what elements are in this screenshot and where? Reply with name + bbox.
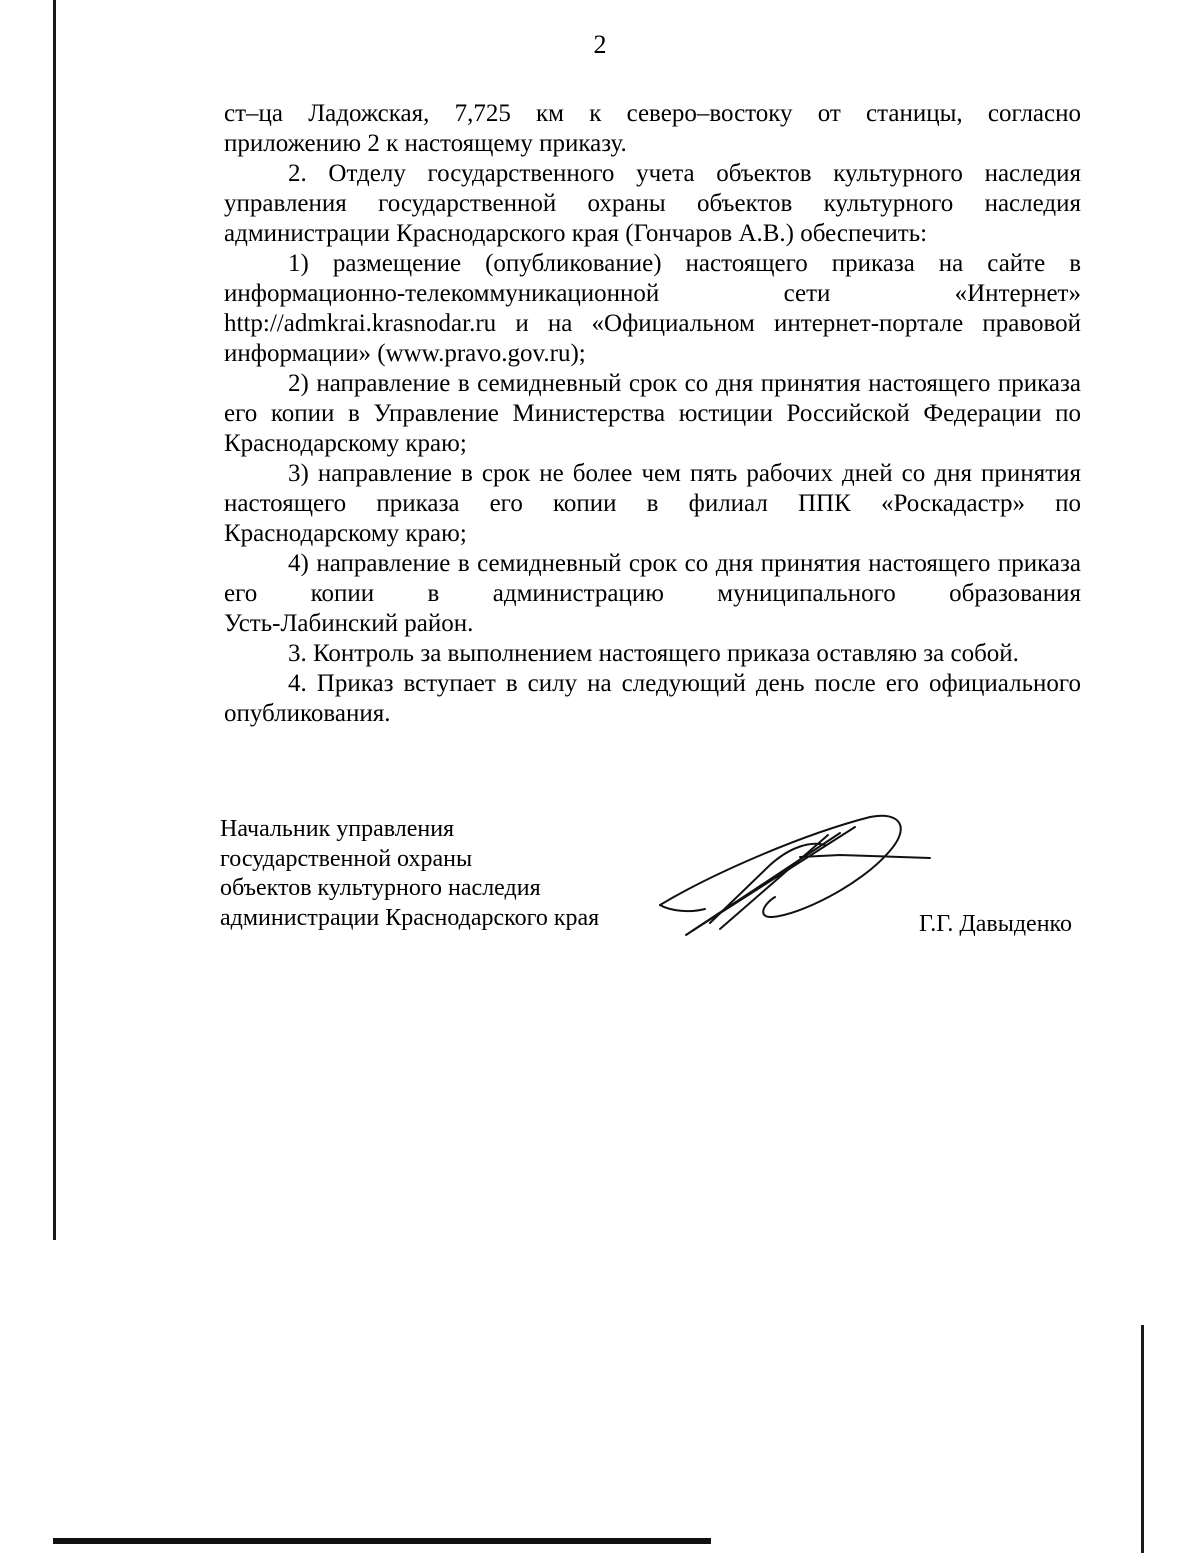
document-body	[224, 99, 1081, 729]
signatory-position	[220, 815, 599, 933]
text-line: 2) направление в семидневный срок со дня принятия настоящего приказа	[288, 370, 1081, 397]
text-line: 3) направление в срок не более чем пять рабочих дней со дня принятия	[288, 460, 1081, 487]
paragraph-item-2	[224, 159, 1081, 249]
scan-edge-right	[1141, 1325, 1144, 1553]
text-line: 1) размещение (опубликование) настоящего приказа на сайте в	[288, 250, 1081, 277]
position-line: государственной охраны	[220, 845, 473, 872]
signer-name: Г.Г. Давыденко	[919, 911, 1072, 937]
position-line: объектов культурного наследия	[220, 875, 541, 901]
text-line: Краснодарскому краю;	[224, 430, 467, 457]
paragraph-subitem-1	[224, 249, 1081, 369]
text-line: 4. Приказ вступает в силу на следующий день после его официального	[288, 670, 1081, 697]
scan-edge-left	[53, 0, 56, 1240]
scan-edge-bottom	[53, 1538, 711, 1544]
position-line: администрации Краснодарского края	[220, 904, 600, 931]
text-line: 2. Отделу государственного учета объектов культурного наследия	[288, 160, 1081, 187]
text-line: Усть-Лабинский район.	[224, 610, 474, 637]
text-line: его копии в Управление Министерства юстиции Российской Федерации по	[224, 400, 1081, 427]
text-line: ст–ца Ладожская, 7,725 км к северо–востоку от станицы, согласно	[224, 100, 1081, 127]
text-line: опубликования.	[224, 700, 391, 727]
text-line: его копии в администрацию муниципального образования	[224, 580, 1081, 607]
position-line: Начальник управления	[220, 816, 455, 842]
page-number: 2	[593, 30, 607, 59]
paragraph-subitem-3	[224, 459, 1081, 549]
text-line: администрации Краснодарского края (Гончаров А.В.) обеспечить:	[224, 220, 928, 247]
text-line: настоящего приказа его копии в филиал ППК «Роскадастр» по	[224, 490, 1081, 517]
text-line: http://admkrai.krasnodar.ru и на «Официальном интернет-портале правовой	[224, 310, 1081, 337]
text-line: приложению 2 к настоящему приказу.	[224, 130, 627, 157]
text-line: 4) направление в семидневный срок со дня принятия настоящего приказа	[288, 550, 1081, 577]
paragraph-item-4	[224, 669, 1081, 729]
paragraph-continuation	[224, 99, 1081, 159]
text-line: информации» (www.pravo.gov.ru);	[224, 340, 586, 367]
handwritten-signature	[650, 805, 940, 945]
text-line: 3. Контроль за выполнением настоящего приказа оставляю за собой.	[288, 640, 1019, 667]
paragraph-item-3	[224, 639, 1081, 669]
text-line: Краснодарскому краю;	[224, 520, 467, 547]
text-line: управления государственной охраны объектов культурного наследия	[224, 190, 1081, 217]
paragraph-subitem-4	[224, 549, 1081, 639]
text-line: информационно-телекоммуникационной сети «Интернет»	[224, 280, 1081, 307]
paragraph-subitem-2	[224, 369, 1081, 459]
